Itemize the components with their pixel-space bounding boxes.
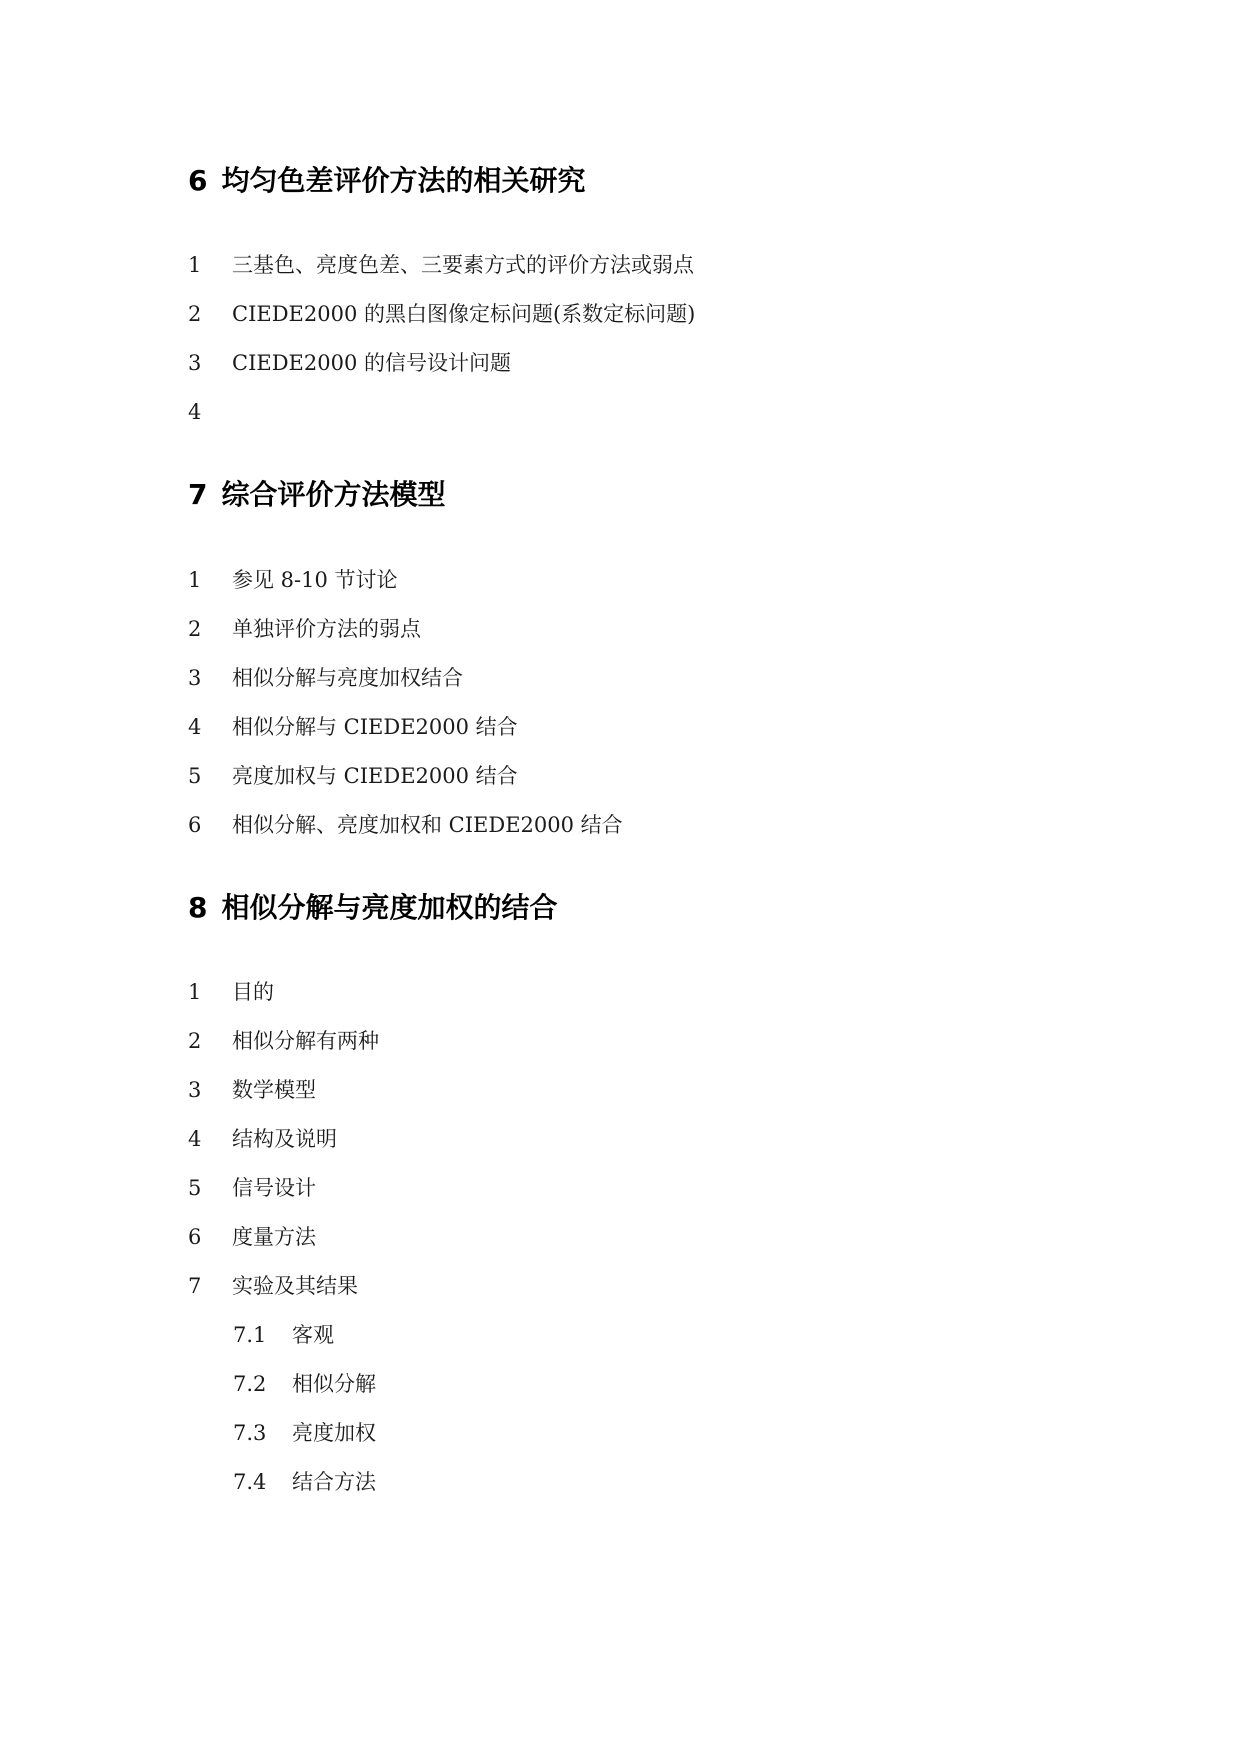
item-text: 实验及其结果 (232, 1274, 358, 1298)
item-text: 度量方法 (232, 1225, 316, 1249)
item-number: 2 (188, 617, 202, 641)
item-text: CIEDE2000 的信号设计问题 (232, 351, 511, 375)
item-number: 3 (188, 351, 202, 375)
item-text: 信号设计 (232, 1176, 316, 1200)
item-number: 3 (188, 1078, 202, 1102)
item-number: 1 (188, 568, 202, 592)
item-number: 1 (188, 980, 202, 1004)
item-text: 相似分解与亮度加权结合 (232, 666, 463, 690)
item-text: CIEDE2000 的黑白图像定标问题(系数定标问题) (232, 302, 696, 326)
item-text: 参见 8-10 节讨论 (232, 568, 398, 592)
item-number: 5 (188, 1176, 202, 1200)
item-text: 结构及说明 (232, 1127, 337, 1151)
item-number: 2 (188, 302, 202, 326)
section-number: 8 (188, 891, 208, 924)
item-text: 数学模型 (232, 1078, 316, 1102)
item-number: 4 (188, 1127, 202, 1151)
section-title: 均匀色差评价方法的相关研究 (221, 164, 586, 197)
subitem-number: 7.2 (233, 1372, 267, 1396)
item-text: 相似分解有两种 (232, 1029, 379, 1053)
item-number: 6 (188, 1225, 202, 1249)
item-number: 4 (188, 715, 202, 739)
item-text: 相似分解、亮度加权和 CIEDE2000 结合 (232, 813, 623, 837)
item-number: 2 (188, 1029, 202, 1053)
item-number: 5 (188, 764, 202, 788)
item-number: 6 (188, 813, 202, 837)
section-heading (188, 478, 446, 512)
section-number: 6 (188, 164, 208, 197)
subitem-text: 相似分解 (292, 1372, 376, 1396)
item-number: 7 (188, 1274, 202, 1298)
subitem-number: 7.1 (233, 1323, 267, 1347)
section-heading (188, 164, 586, 198)
subitem-text: 亮度加权 (292, 1421, 376, 1445)
item-number: 1 (188, 253, 202, 277)
section-heading (188, 891, 558, 925)
subitem-text: 客观 (292, 1323, 334, 1347)
section-number: 7 (188, 478, 208, 511)
section-title: 综合评价方法模型 (221, 478, 446, 511)
item-text: 相似分解与 CIEDE2000 结合 (232, 715, 518, 739)
item-text: 目的 (232, 980, 274, 1004)
item-number: 3 (188, 666, 202, 690)
item-text: 亮度加权与 CIEDE2000 结合 (232, 764, 518, 788)
item-number: 4 (188, 400, 202, 424)
item-text: 单独评价方法的弱点 (232, 617, 421, 641)
section-title: 相似分解与亮度加权的结合 (221, 891, 558, 924)
subitem-text: 结合方法 (292, 1470, 376, 1494)
subitem-number: 7.3 (233, 1421, 267, 1445)
item-text: 三基色、亮度色差、三要素方式的评价方法或弱点 (232, 253, 694, 277)
subitem-number: 7.4 (233, 1470, 267, 1494)
